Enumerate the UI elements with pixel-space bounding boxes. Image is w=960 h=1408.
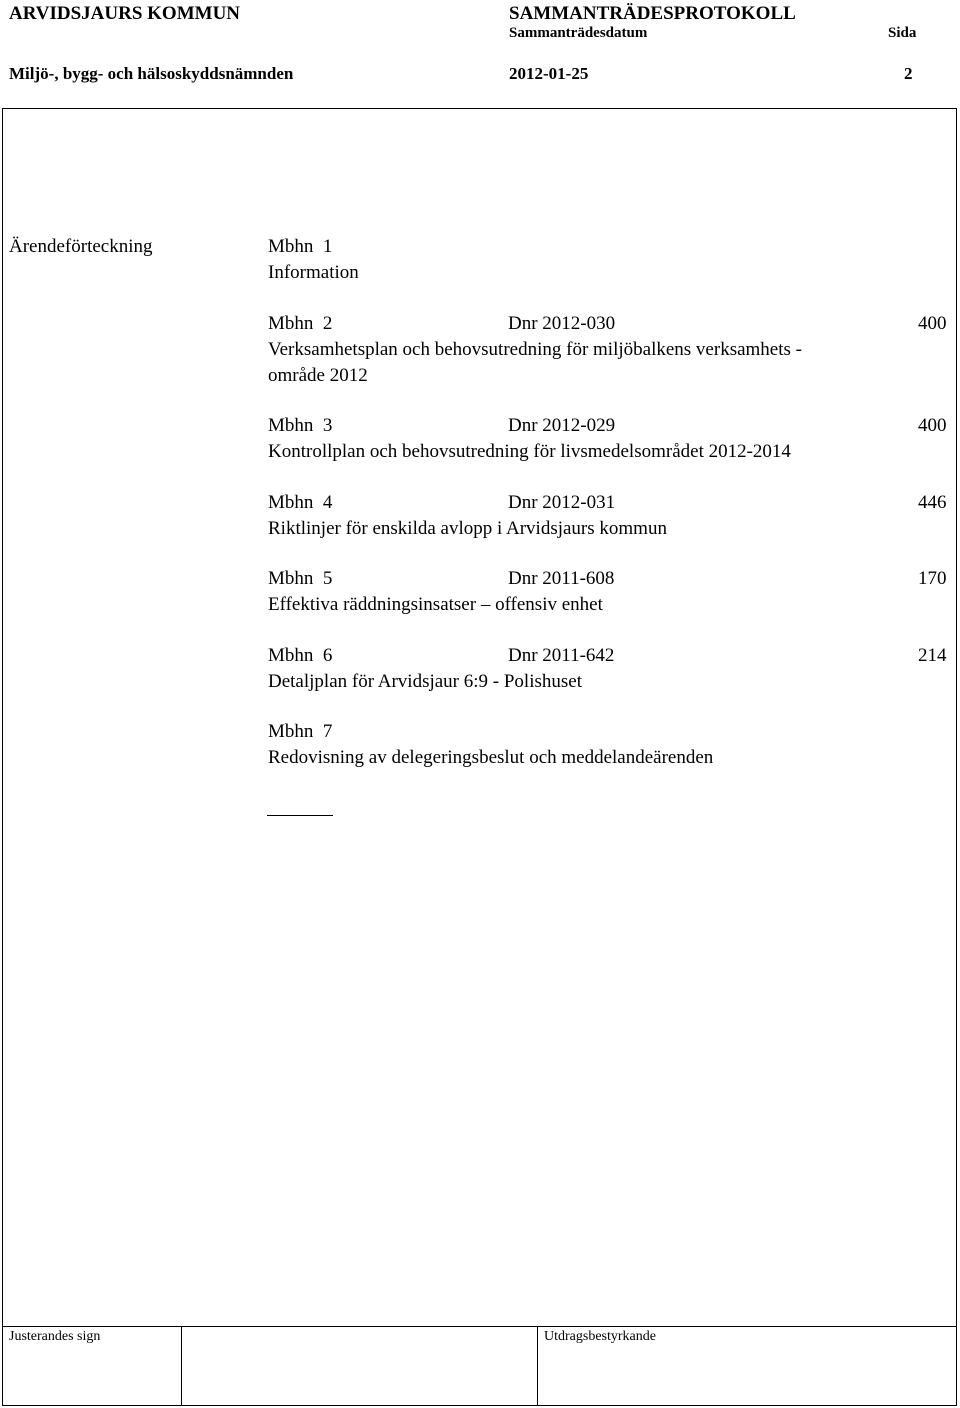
paragraph-number: Mbhn 3	[268, 415, 333, 436]
item-title: Verksamhetsplan och behovsutredning för miljöbalkens verksamhets -	[268, 339, 802, 360]
item-title: Information	[268, 262, 359, 283]
item-title: område 2012	[268, 365, 368, 386]
adjuster-sign-label: Justerandes sign	[9, 1329, 101, 1344]
archive-code: 400	[918, 313, 947, 334]
paragraph-number: Mbhn 5	[268, 568, 333, 589]
meeting-date: 2012-01-25	[509, 64, 589, 83]
paragraph-number: Mbhn 7	[268, 721, 333, 742]
document-type: SAMMANTRÄDESPROTOKOLL	[509, 3, 796, 24]
diary-number: Dnr 2011-608	[508, 568, 615, 589]
page-number: 2	[904, 64, 913, 83]
diary-number: Dnr 2012-029	[508, 415, 616, 436]
paragraph-number: Mbhn 2	[268, 313, 333, 334]
paragraph-number: Mbhn 6	[268, 645, 333, 666]
diary-number: Dnr 2012-030	[508, 313, 616, 334]
index-label: Ärendeförteckning	[9, 236, 153, 257]
org-name: ARVIDSJAURS KOMMUN	[9, 3, 241, 24]
archive-code: 446	[918, 492, 947, 513]
item-title: Redovisning av delegeringsbeslut och meddelandeärenden	[268, 747, 714, 768]
date-label: Sammanträdesdatum	[509, 25, 648, 41]
item-title: Kontrollplan och behovsutredning för livsmedelsområdet 2012-2014	[268, 441, 791, 462]
archive-code: 214	[918, 645, 947, 666]
committee-name: Miljö-, bygg- och hälsoskyddsnämnden	[9, 64, 294, 83]
signature-divider	[2, 1326, 957, 1327]
archive-code: 400	[918, 415, 947, 436]
end-rule	[267, 815, 333, 816]
signature-box-divider	[537, 1326, 538, 1406]
paragraph-number: Mbhn 1	[268, 236, 333, 257]
signature-box-divider	[181, 1326, 182, 1406]
archive-code: 170	[918, 568, 947, 589]
diary-number: Dnr 2012-031	[508, 492, 616, 513]
item-title: Effektiva räddningsinsatser – offensiv enhet	[268, 594, 603, 615]
item-title: Detaljplan för Arvidsjaur 6:9 - Polishuset	[268, 671, 582, 692]
extract-cert-label: Utdragsbestyrkande	[544, 1329, 656, 1344]
item-title: Riktlinjer för enskilda avlopp i Arvidsjaurs kommun	[268, 518, 667, 539]
diary-number: Dnr 2011-642	[508, 645, 615, 666]
paragraph-number: Mbhn 4	[268, 492, 333, 513]
page-label: Sida	[888, 25, 917, 41]
